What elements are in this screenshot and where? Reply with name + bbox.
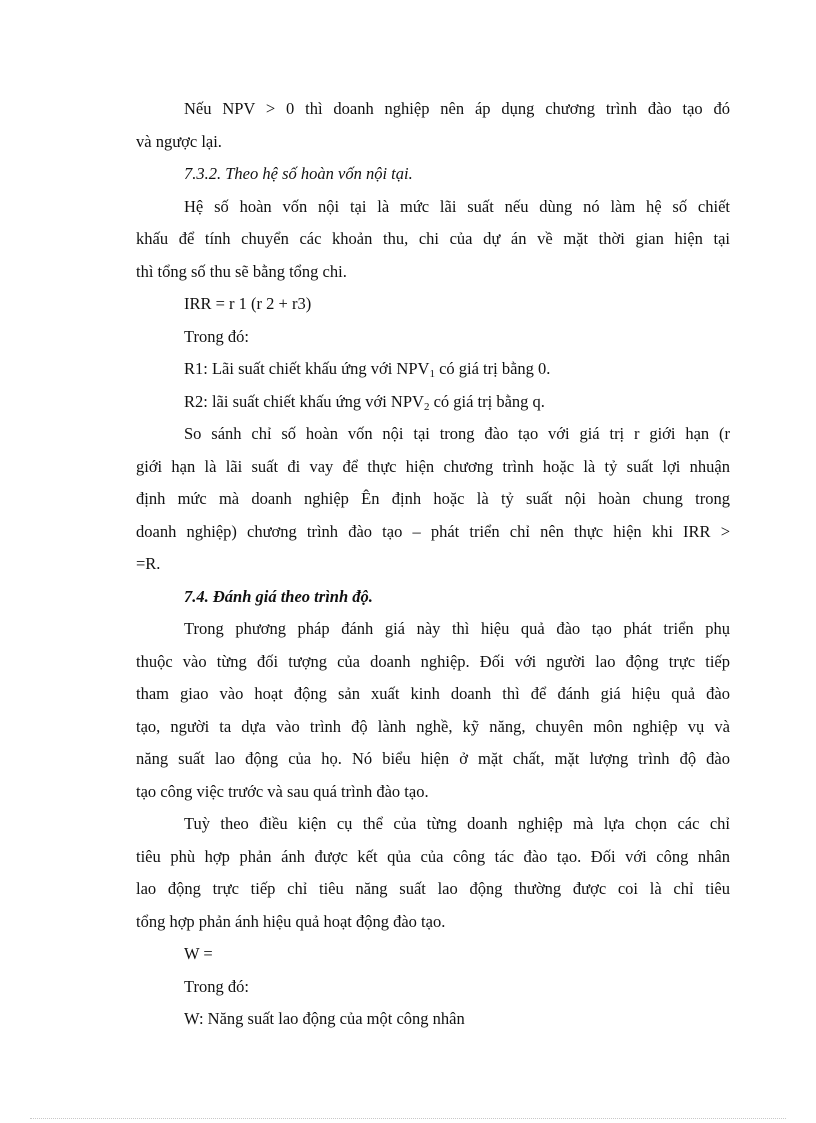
formula-w: W =	[184, 944, 213, 963]
definition-r2-text: R2: lãi suất chiết khấu ứng với NPV	[184, 391, 424, 411]
page-bottom-divider	[30, 1118, 786, 1119]
paragraph-level-line-2: thuộc vào từng đối tượng của doanh nghiệp. Đối với người lao động trực tiếp	[136, 651, 730, 671]
paragraph-npv-line-2: và ngược lại.	[136, 131, 222, 151]
definition-r1	[136, 353, 730, 386]
definition-r2-subscript: 2	[423, 400, 430, 413]
definition-r1-text: R1: Lãi suất chiết khấu ứng với NPV	[184, 359, 430, 378]
paragraph-compare-line-1: So sánh chỉ số hoàn vốn nội tại trong đào tạo với giá trị r giới hạn (r	[184, 424, 730, 443]
paragraph-level-line-6: tạo công việc trước và sau quá trình đào tạo.	[136, 781, 429, 801]
paragraph-level-line-4: tạo, người ta dựa vào trình độ lành nghề, kỹ năng, chuyên môn nghiệp vụ và	[136, 716, 730, 736]
paragraph-criteria-line-2: tiêu phù hợp phản ánh được kết qủa của công tác đào tạo. Đối với công nhân	[136, 846, 730, 866]
paragraph-npv-line-1: Nếu NPV > 0 thì doanh nghiệp nên áp dụng chương trình đào tạo đó	[184, 99, 730, 118]
definition-r1-tail: có giá trị bằng 0.	[434, 359, 551, 378]
paragraph-level-line-3: tham giao vào hoạt động sản xuất kinh doanh thì để đánh giá hiệu quả đào	[136, 684, 730, 703]
paragraph-compare-line-5: =R.	[136, 554, 161, 573]
paragraph-compare-line-4: doanh nghiệp) chương trình đào tạo – phát triển chỉ nên thực hiện khi IRR >	[136, 521, 730, 541]
paragraph-criteria-line-1: Tuỳ theo điều kiện cụ thể của từng doanh nghiệp mà lựa chọn các chỉ	[184, 814, 730, 833]
paragraph-compare-line-3: định mức mà doanh nghiệp Ên định hoặc là tỷ suất nội hoàn chung trong	[136, 489, 730, 508]
section-heading-7-3-2: 7.3.2. Theo hệ số hoàn vốn nội tại.	[184, 164, 413, 183]
definition-w: W: Năng suất lao động của một công nhân	[184, 1009, 465, 1028]
paragraph-level-line-5: năng suất lao động của họ. Nó biểu hiện ở mặt chất, mặt lượng trình độ đào	[136, 749, 730, 768]
paragraph-irr-def-line-2: khấu để tính chuyển các khoản thu, chi của dự án về mặt thời gian hiện tại	[136, 229, 730, 248]
where-label-2: Trong đó:	[184, 976, 249, 996]
paragraph-irr-def-line-1: Hệ số hoàn vốn nội tại là mức lãi suất nếu dùng nó làm hệ số chiết	[184, 196, 730, 216]
definition-r1-subscript: 1	[429, 368, 435, 380]
paragraph-criteria-line-3: lao động trực tiếp chỉ tiêu năng suất lao động thường được coi là chỉ tiêu	[136, 879, 730, 898]
paragraph-criteria-line-4: tổng hợp phản ánh hiệu quả hoạt động đào tạo.	[136, 911, 446, 931]
definition-r2	[136, 386, 730, 419]
paragraph-level-line-1: Trong phương pháp đánh giá này thì hiệu quả đào tạo phát triển phụ	[184, 619, 730, 638]
paragraph-irr-def-line-3: thì tổng số thu sẽ bằng tổng chi.	[136, 261, 347, 281]
document-page	[136, 93, 730, 1036]
paragraph-compare-line-2: giới hạn là lãi suất đi vay để thực hiện chương trình hoặc là tỷ suất lợi nhuận	[136, 456, 730, 476]
section-heading-7-4: 7.4. Đánh giá theo trình độ.	[184, 586, 373, 606]
where-label-1: Trong đó:	[184, 326, 249, 346]
formula-irr: IRR = r 1 (r 2 + r3)	[184, 294, 312, 313]
definition-r2-tail: có giá trị bằng q.	[429, 391, 545, 411]
